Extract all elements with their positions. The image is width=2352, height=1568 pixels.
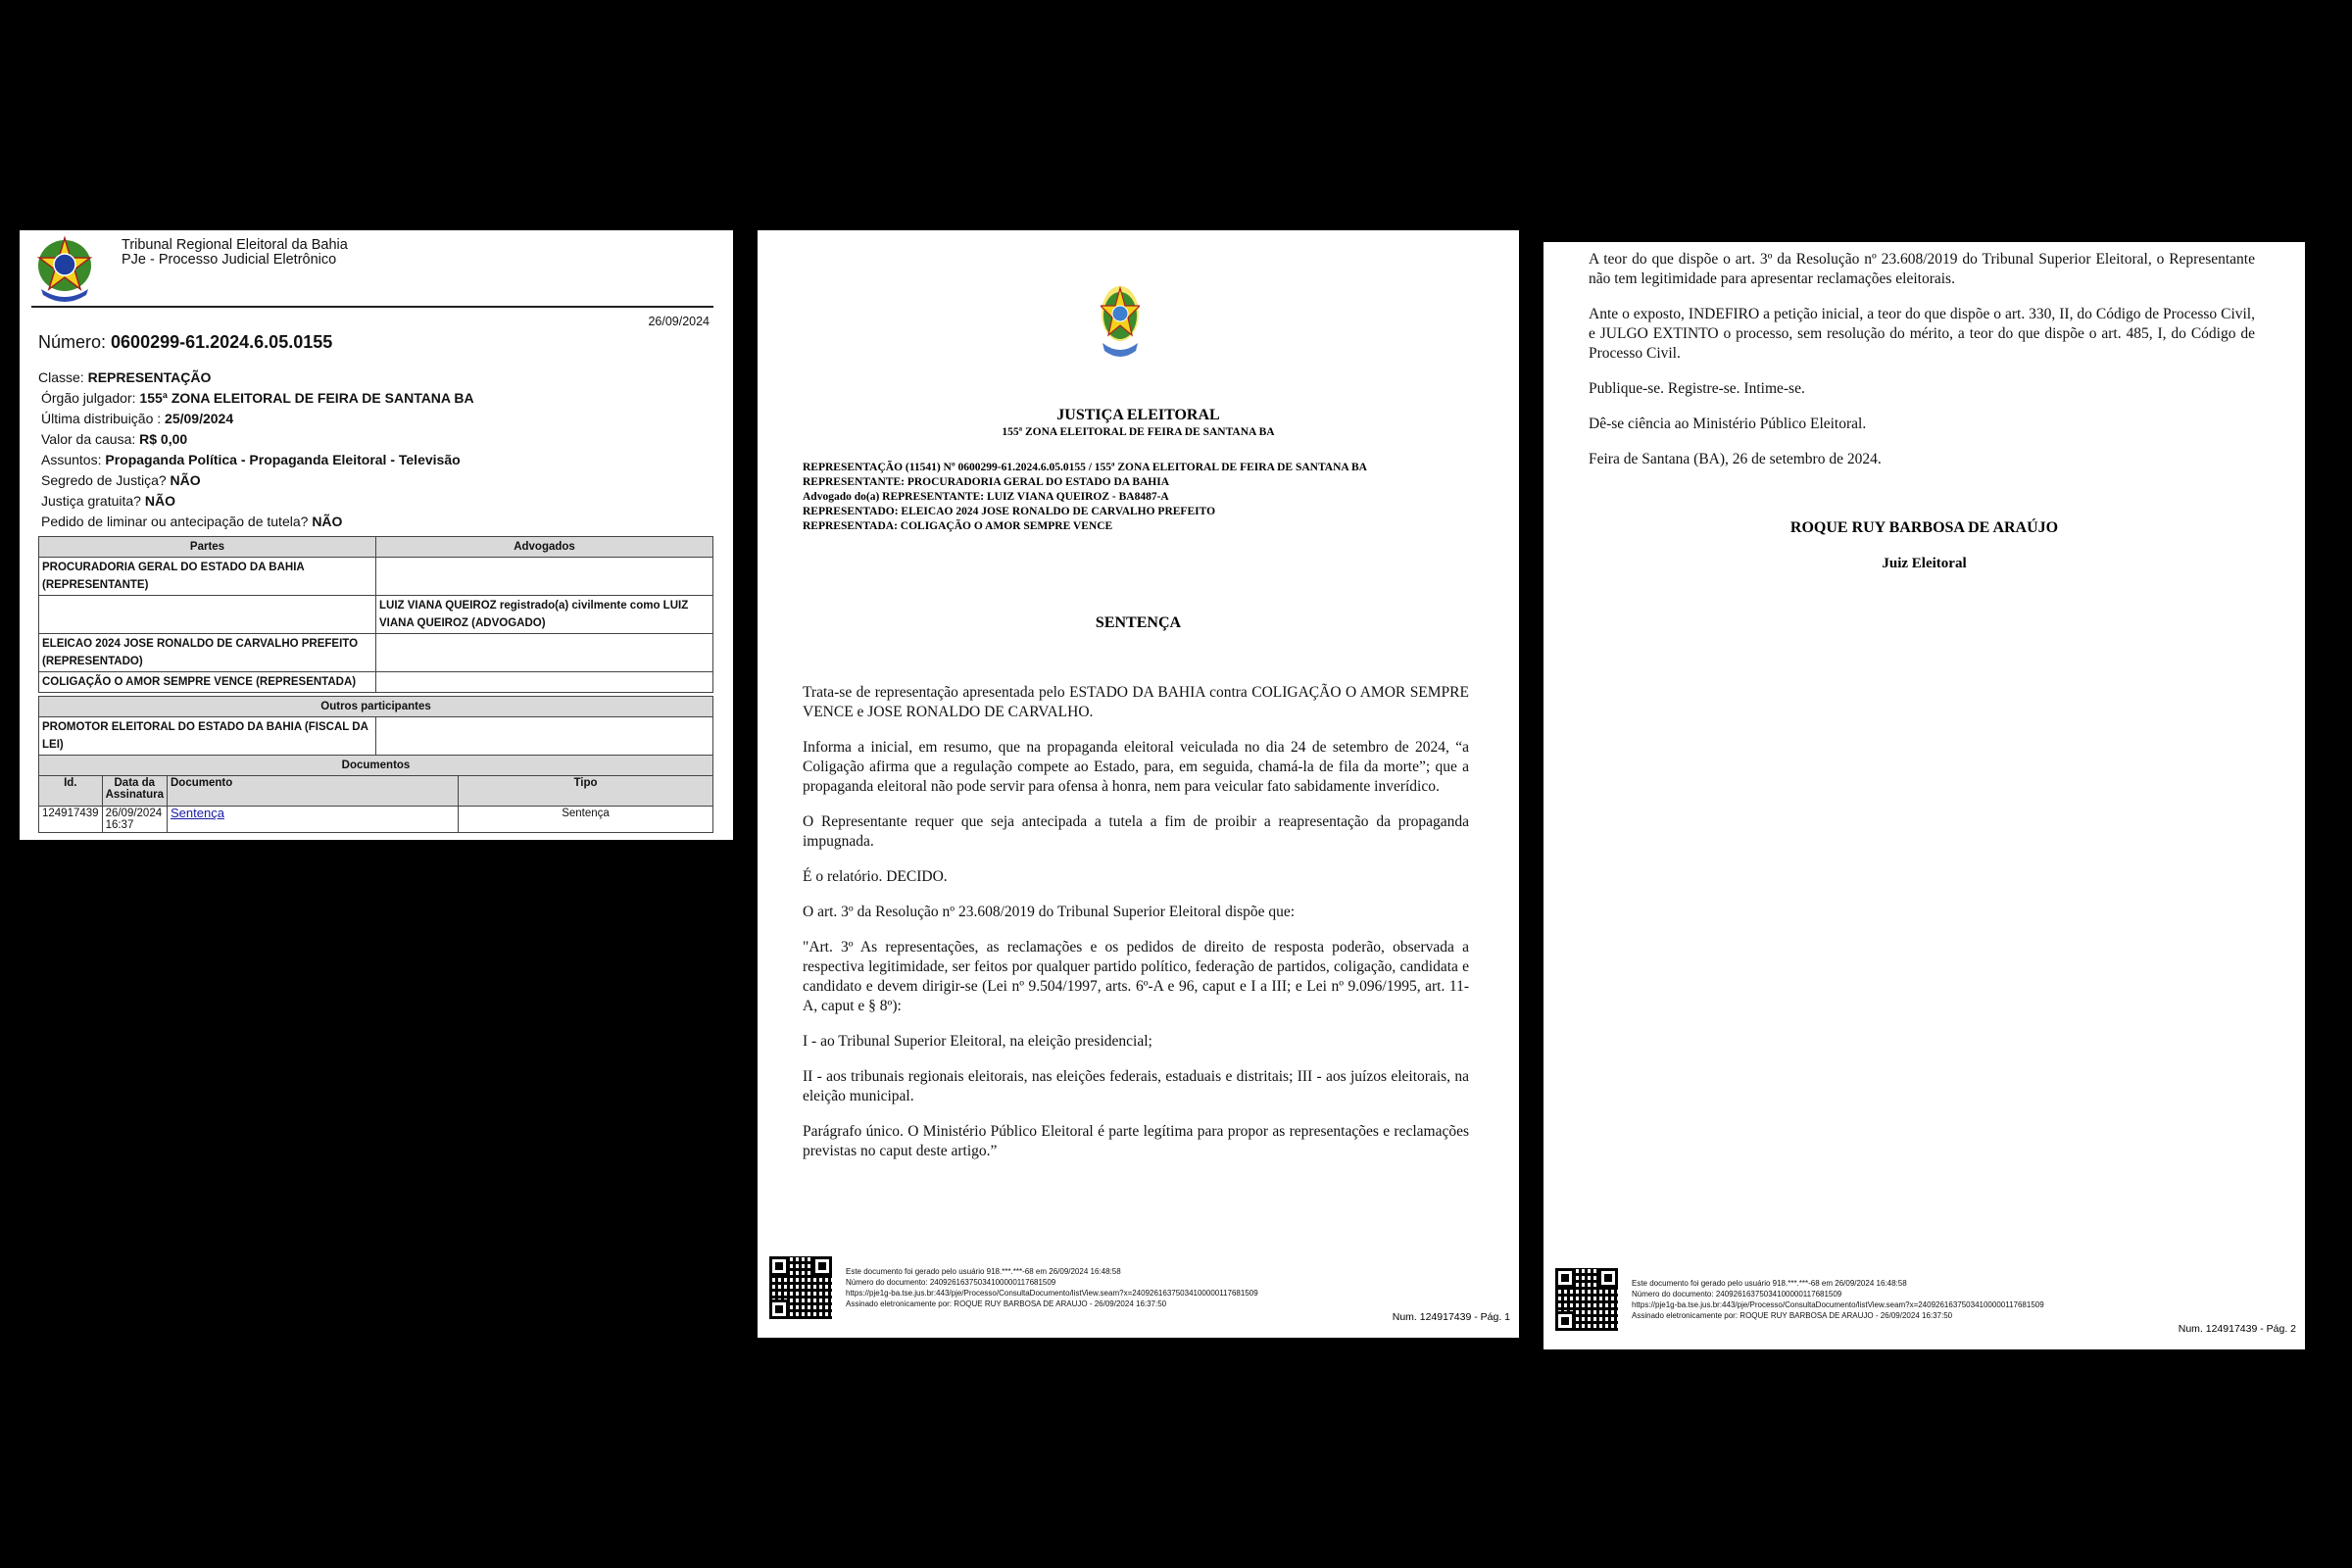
documentos-header: Documentos <box>39 756 713 776</box>
table-row: PROMOTOR ELEITORAL DO ESTADO DA BAHIA (FISCAL DA LEI) <box>39 717 713 756</box>
document-link-sentenca[interactable]: Sentença <box>171 806 224 820</box>
paragraph: Publique-se. Registre-se. Intime-se. <box>1589 380 1805 397</box>
brazil-coat-of-arms-icon <box>1101 274 1140 365</box>
table-row: ELEICAO 2024 JOSE RONALDO DE CARVALHO PREFEITO (REPRESENTADO) <box>39 634 713 672</box>
paragraph: Dê-se ciência ao Ministério Público Eleitoral. <box>1589 416 1867 432</box>
paragraph: Parágrafo único. O Ministério Público Eleitoral é parte legítima para propor as representações e reclamações previstas no caput deste artigo.” <box>803 1123 1469 1159</box>
table-row: 124917439 26/09/2024 16:37 Sentença Sentença <box>39 807 713 833</box>
document-footer <box>1555 1268 2300 1337</box>
table-row: COLIGAÇÃO O AMOR SEMPRE VENCE (REPRESENTADA) <box>39 672 713 693</box>
process-number-label: Número: <box>38 332 112 352</box>
signer-role: Juiz Eleitoral <box>1882 556 1967 571</box>
paragraph: O Representante requer que seja antecipada a tutela a fim de proibir a reapresentação da propaganda impugnada. <box>803 813 1469 850</box>
paragraph: Informa a inicial, em resumo, que na propaganda eleitoral veiculada no dia 24 de setembro de 2024, “a Coligação afirma que a regulação compete ao Estado, para, em seguida, chamá-la de fila da morte”; que a propaganda eleitoral não pode servir para ofensa à honra, nem para veicular fato sabidamente inverídico. <box>803 739 1469 795</box>
paragraph: "Art. 3º As representações, as reclamações e os pedidos de direito de resposta poderão, observada a respectiva legitimidade, ser feitos por qualquer partido político, federação de partidos, coligação, candidata e candidato e devem dirigir-se (Lei nº 9.504/1997, arts. 6º-A e 96, caput e I a III; e Lei nº 9.096/1995, art. 11-A, caput e § 8º): <box>803 939 1469 1014</box>
col-tipo: Tipo <box>459 776 713 807</box>
court-header <box>122 238 348 268</box>
partes-table <box>38 536 713 693</box>
col-partes: Partes <box>39 537 376 558</box>
paragraph: Trata-se de representação apresentada pelo ESTADO DA BAHIA contra COLIGAÇÃO O AMOR SEMPRE VENCE e JOSE RONALDO DE CARVALHO. <box>803 684 1469 720</box>
paragraph: A teor do que dispõe o art. 3º da Resolução nº 23.608/2019 do Tribunal Superior Eleitoral, o Representante não tem legitimidade para apresentar reclamações eleitorais. <box>1589 251 2255 287</box>
field-valor-causa: Valor da causa: R$ 0,00 <box>41 431 188 447</box>
header-divider <box>31 306 713 308</box>
paragraph: Feira de Santana (BA), 26 de setembro de 2024. <box>1589 451 1882 467</box>
page-number: Num. 124917439 - Pág. 2 <box>2178 1323 2296 1335</box>
outros-header: Outros participantes <box>39 697 713 717</box>
field-assuntos: Assuntos: Propaganda Política - Propaganda Eleitoral - Televisão <box>41 452 461 467</box>
field-segredo-justica: Segredo de Justiça? NÃO <box>41 472 201 488</box>
doc-title: SENTENÇA <box>1095 614 1182 631</box>
outros-participantes-table <box>38 696 713 756</box>
report-date: 26/09/2024 <box>648 315 710 328</box>
court-name: Tribunal Regional Eleitoral da Bahia <box>122 237 348 253</box>
process-number-value: 0600299-61.2024.6.05.0155 <box>111 332 333 352</box>
sentenca-body <box>803 683 1469 1177</box>
field-ultima-distribuicao: Última distribuição : 25/09/2024 <box>41 411 234 426</box>
qr-code-icon[interactable] <box>769 1256 832 1319</box>
paragraph: É o relatório. DECIDO. <box>803 868 948 885</box>
court-emblem-icon <box>35 234 94 303</box>
sentenca-body-continued <box>1589 250 2255 485</box>
page-number: Num. 124917439 - Pág. 1 <box>1392 1311 1510 1323</box>
col-advogados: Advogados <box>376 537 713 558</box>
field-classe: Classe: REPRESENTAÇÃO <box>38 369 212 385</box>
paragraph: Ante o exposto, INDEFIRO a petição inicial, a teor do que dispõe o art. 330, II, do Código de Processo Civil, e JULGO EXTINTO o processo, sem resolução do mérito, a teor do que dispõe o art. 485, I, do Código de Processo Civil. <box>1589 306 2255 362</box>
field-orgao-julgador: Órgão julgador: 155ª ZONA ELEITORAL DE FEIRA DE SANTANA BA <box>41 390 474 406</box>
process-number <box>38 332 332 353</box>
verification-url[interactable]: https://pje1g-ba.tse.jus.br:443/pje/Processo/ConsultaDocumento/listView.seam?x=24092616375034100000117681509 <box>846 1289 1258 1298</box>
col-documento: Documento <box>168 776 459 807</box>
system-name: PJe - Processo Judicial Eletrônico <box>122 252 337 268</box>
field-pedido-liminar: Pedido de liminar ou antecipação de tutela? NÃO <box>41 514 343 529</box>
col-id: Id. <box>39 776 103 807</box>
table-row: PROCURADORIA GERAL DO ESTADO DA BAHIA (REPRESENTANTE) <box>39 558 713 596</box>
field-justica-gratuita: Justiça gratuita? NÃO <box>41 493 175 509</box>
paragraph: O art. 3º da Resolução nº 23.608/2019 do Tribunal Superior Eleitoral dispõe que: <box>803 904 1296 920</box>
process-fields <box>38 368 474 532</box>
process-summary-page <box>20 230 733 840</box>
documentos-table <box>38 755 713 833</box>
document-footer <box>769 1256 1514 1325</box>
table-row: LUIZ VIANA QUEIROZ registrado(a) civilmente como LUIZ VIANA QUEIROZ (ADVOGADO) <box>39 596 713 634</box>
qr-code-icon[interactable] <box>1555 1268 1618 1331</box>
sentenca-page-2 <box>1544 242 2305 1349</box>
signer-name: ROQUE RUY BARBOSA DE ARAÚJO <box>1789 519 2059 536</box>
col-data-assinatura: Data da Assinatura <box>102 776 167 807</box>
org-subtitle: 155ª ZONA ELEITORAL DE FEIRA DE SANTANA BA <box>1002 426 1275 438</box>
verification-url[interactable]: https://pje1g-ba.tse.jus.br:443/pje/Processo/ConsultaDocumento/listView.seam?x=24092616375034100000117681509 <box>1632 1300 2044 1309</box>
footer-metadata: Este documento foi gerado pelo usuário 918.***.***-68 em 26/09/2024 16:48:58 Número do documento: 24092616375034100000117681509 https://pje1g-ba.tse.jus.br:443/pje/Processo/ConsultaDocumento/listView.seam?x=24092616375034100000117681509 Assinado eletronicamente por: ROQUE RUY BARBOSA DE ARAUJO - 26/09/2024 16:37:50 <box>1632 1279 2044 1320</box>
paragraph: II - aos tribunais regionais eleitorais, nas eleições federais, estaduais e distritais; III - aos juízos eleitorais, na eleição municipal. <box>803 1068 1469 1104</box>
footer-metadata: Este documento foi gerado pelo usuário 918.***.***-68 em 26/09/2024 16:48:58 Número do documento: 24092616375034100000117681509 https://pje1g-ba.tse.jus.br:443/pje/Processo/ConsultaDocumento/listView.seam?x=24092616375034100000117681509 Assinado eletronicamente por: ROQUE RUY BARBOSA DE ARAUJO - 26/09/2024 16:37:50 <box>846 1267 1258 1308</box>
sentenca-page-1 <box>758 230 1519 1338</box>
paragraph: I - ao Tribunal Superior Eleitoral, na eleição presidencial; <box>803 1033 1152 1050</box>
case-caption: REPRESENTAÇÃO (11541) Nº 0600299-61.2024.6.05.0155 / 155ª ZONA ELEITORAL DE FEIRA DE SANTANA BA REPRESENTANTE: PROCURADORIA GERAL DO ESTADO DA BAHIA Advogado do(a) REPRESENTANTE: LUIZ VIANA QUEIROZ - BA8487-A REPRESENTADO: ELEICAO 2024 JOSE RONALDO DE CARVALHO PREFEITO REPRESENTADA: COLIGAÇÃO O AMOR SEMPRE VENCE <box>803 462 1367 532</box>
org-title: JUSTIÇA ELEITORAL <box>1056 407 1220 423</box>
